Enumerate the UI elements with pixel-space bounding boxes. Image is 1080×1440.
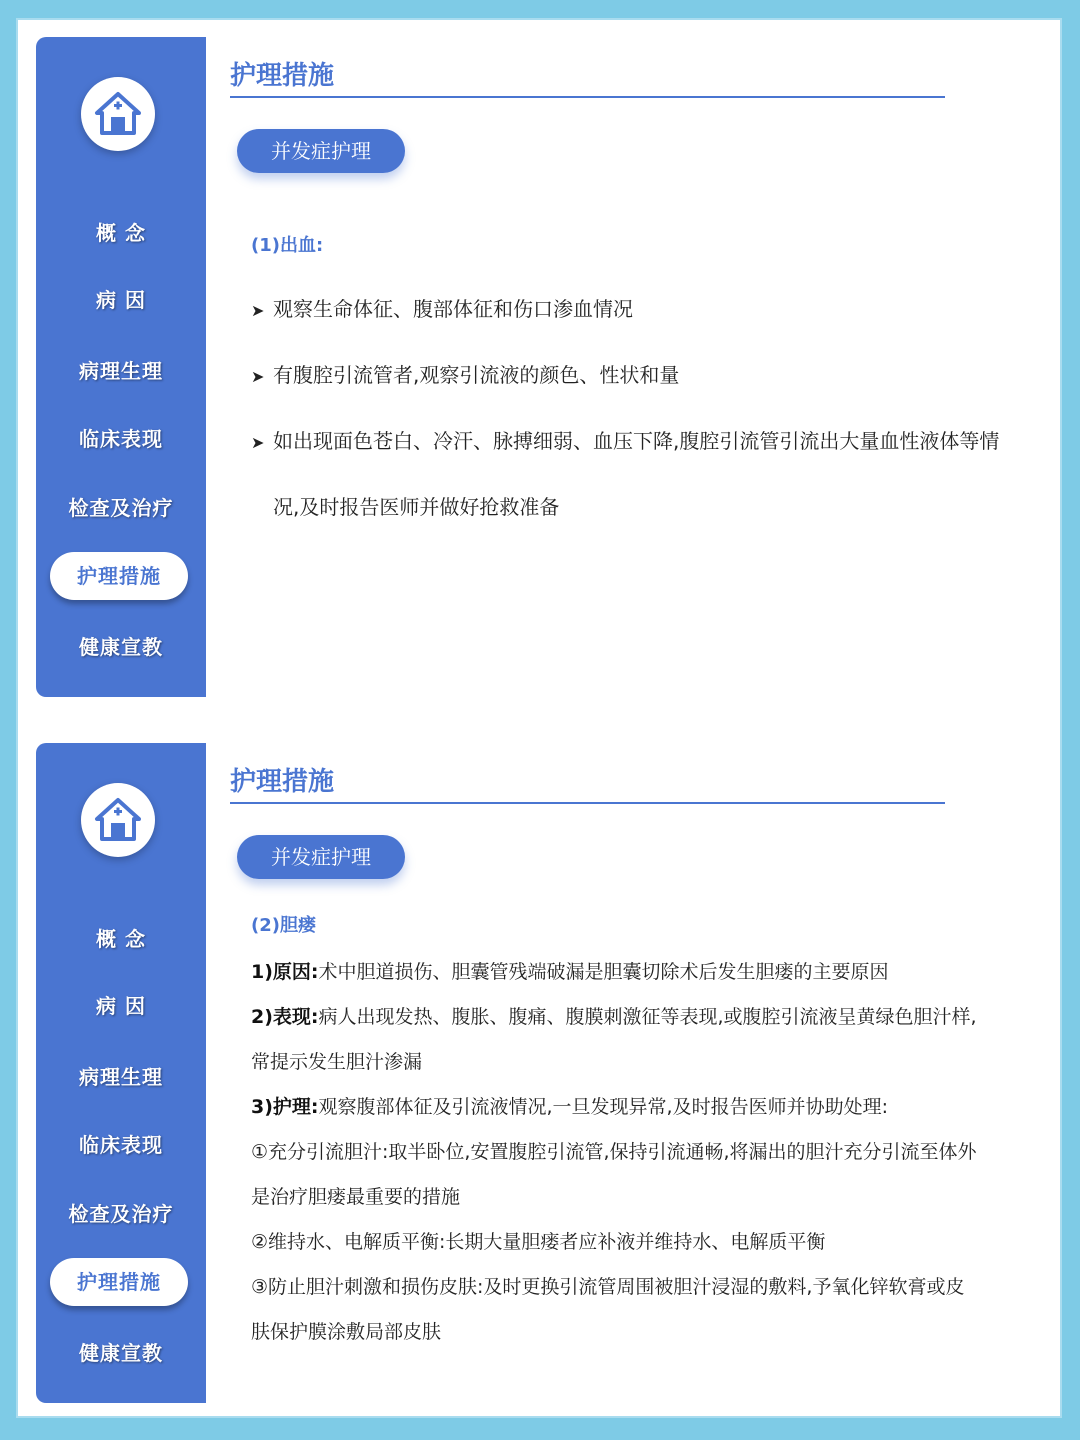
page-title: 护理措施 [230, 61, 335, 91]
list-item: ➤ 观察生命体征、腹部体征和伤口渗血情况 [251, 297, 633, 321]
hospital-home-icon [93, 89, 143, 139]
paragraph-cause: 1)原因:术中胆道损伤、胆囊管残端破漏是胆囊切除术后发生胆瘘的主要原因 [251, 961, 889, 983]
section-pill[interactable]: 并发症护理 [237, 129, 405, 173]
nav-item-clinical[interactable]: 临床表现 [79, 1133, 163, 1157]
arrow-bullet-icon: ➤ [251, 433, 265, 452]
paragraph-drainage-cont: 是治疗胆瘘最重要的措施 [251, 1186, 461, 1208]
slide-2 [36, 743, 1046, 1403]
paragraph-skin: ③防止胆汁刺激和损伤皮肤:及时更换引流管周围被胆汁浸湿的敷料,予氧化锌软膏或皮 [251, 1276, 965, 1298]
paragraph-presentation-cont: 常提示发生胆汁渗漏 [251, 1051, 423, 1073]
list-item: ➤ 有腹腔引流管者,观察引流液的颜色、性状和量 [251, 363, 680, 387]
nav-item-cause[interactable]: 病 因 [96, 994, 146, 1018]
nav-item-nursing[interactable]: 护理措施 [50, 1258, 188, 1306]
paragraph-drainage: ①充分引流胆汁:取半卧位,安置腹腔引流管,保持引流通畅,将漏出的胆汁充分引流至体外 [251, 1141, 977, 1163]
nav-item-education[interactable]: 健康宣教 [79, 635, 163, 659]
nav-item-concept[interactable]: 概 念 [96, 927, 146, 951]
arrow-bullet-icon: ➤ [251, 301, 265, 320]
page-title: 护理措施 [230, 767, 335, 797]
list-item: ➤ 如出现面色苍白、冷汗、脉搏细弱、血压下降,腹腔引流管引流出大量血性液体等情 [251, 429, 1000, 453]
nav-item-education[interactable]: 健康宣教 [79, 1341, 163, 1365]
nav-item-exam[interactable]: 检查及治疗 [68, 1202, 174, 1226]
title-divider [230, 96, 945, 98]
sidebar [36, 37, 206, 697]
hospital-home-icon [93, 795, 143, 845]
title-divider [230, 802, 945, 804]
list-item-continuation: 况,及时报告医师并做好抢救准备 [273, 495, 560, 519]
section-pill[interactable]: 并发症护理 [237, 835, 405, 879]
arrow-bullet-icon: ➤ [251, 367, 265, 386]
nav-item-nursing[interactable]: 护理措施 [50, 552, 188, 600]
paragraph-presentation: 2)表现:病人出现发热、腹胀、腹痛、腹膜刺激征等表现,或腹腔引流液呈黄绿色胆汁样, [251, 1006, 977, 1028]
nav-item-exam[interactable]: 检查及治疗 [68, 496, 174, 520]
nav-item-cause[interactable]: 病 因 [96, 288, 146, 312]
nav-item-pathophysiology[interactable]: 病理生理 [79, 1065, 163, 1089]
nav-item-concept[interactable]: 概 念 [96, 221, 146, 245]
paragraph-electrolyte: ②维持水、电解质平衡:长期大量胆瘘者应补液并维持水、电解质平衡 [251, 1231, 826, 1253]
sub-heading: (1)出血: [251, 235, 324, 256]
home-button[interactable] [81, 77, 155, 151]
sidebar [36, 743, 206, 1403]
paragraph-nursing: 3)护理:观察腹部体征及引流液情况,一旦发现异常,及时报告医师并协助处理: [251, 1096, 888, 1118]
slide-1 [36, 37, 1046, 697]
sub-heading: (2)胆瘘 [251, 915, 316, 936]
content-area [230, 37, 1046, 697]
content-area [230, 743, 1046, 1403]
paragraph-skin-cont: 肤保护膜涂敷局部皮肤 [251, 1321, 442, 1343]
nav-item-clinical[interactable]: 临床表现 [79, 427, 163, 451]
home-button[interactable] [81, 783, 155, 857]
nav-item-pathophysiology[interactable]: 病理生理 [79, 359, 163, 383]
